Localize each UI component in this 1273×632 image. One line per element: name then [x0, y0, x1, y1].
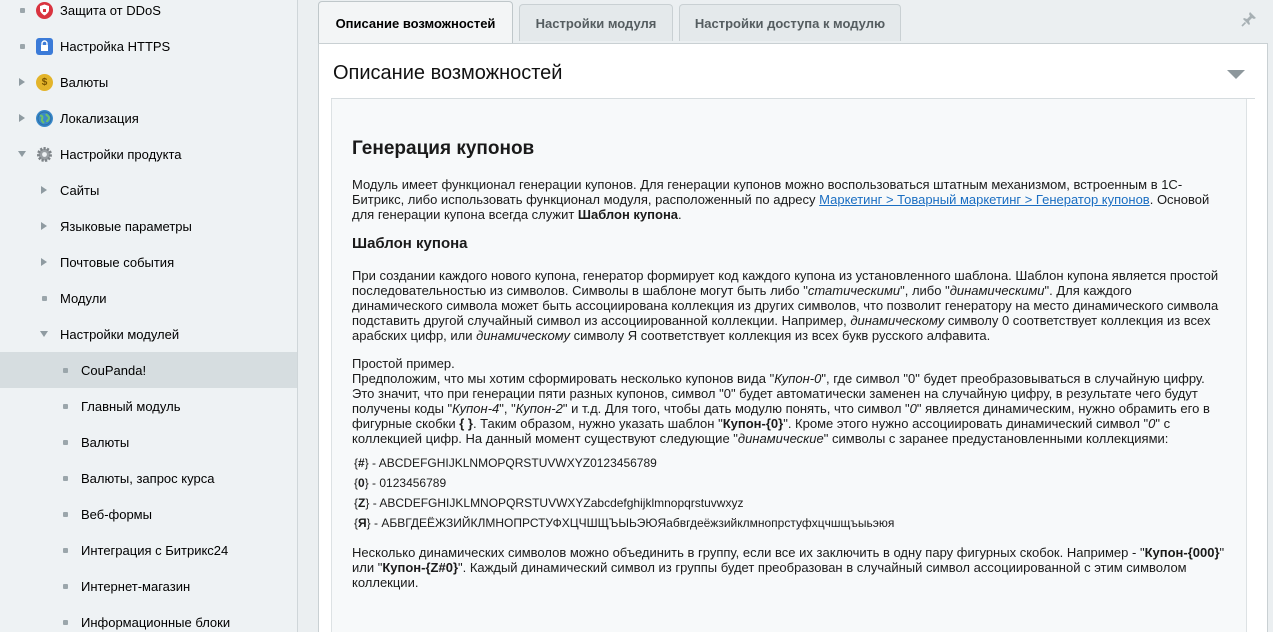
sidebar-item-modules[interactable] — [0, 280, 297, 316]
list-item: {0} - 0123456789 — [354, 476, 447, 490]
tab-label: Настройки доступа к модулю — [694, 15, 886, 31]
coin-icon: $ — [36, 74, 53, 91]
list-item: {Я} - АБВГДЕЁЖЗИЙКЛМНОПРСТУФХЦЧШЩЪЫЬЭЮЯабвгдеёжзийклмнопрстуфхцчшщъыьэюя — [354, 516, 895, 530]
bullet-icon — [59, 616, 71, 628]
sidebar-item-module-settings[interactable] — [0, 316, 297, 352]
chevron-down-icon — [38, 328, 50, 340]
chevron-down-icon — [16, 148, 28, 160]
description-content — [331, 99, 1247, 632]
chevron-right-icon — [38, 220, 50, 232]
sidebar-item-mail-events[interactable] — [0, 244, 297, 280]
sidebar-item-main-module[interactable] — [0, 388, 297, 424]
tab-label: Настройки модуля — [535, 15, 657, 31]
pin-icon[interactable] — [1241, 11, 1257, 27]
bullet-icon — [38, 292, 50, 304]
group-paragraph: Несколько динамических символов можно объединить в группу, если все их заключить в одну пару фигурных скобок. Например - "Купон-{000}" или "Купон-{Z#0}". Каждый динамический символ из группы будет преобразован в случайный символ ассоциированной с этим символом коллекции. — [352, 545, 1225, 590]
sidebar-item-label: Языковые параметры — [60, 218, 192, 234]
chevron-right-icon — [16, 112, 28, 124]
bullet-icon — [16, 4, 28, 16]
symbol-list — [354, 453, 1226, 533]
panel-title: Описание возможностей — [333, 62, 563, 84]
bullet-icon — [59, 544, 71, 556]
list-item: {Z} - ABCDEFGHIJKLMNOPQRSTUVWXYZabcdefghijklmnopqrstuvwxyz — [354, 496, 744, 510]
sidebar-item-label: Веб-формы — [81, 506, 152, 522]
content-panel — [318, 43, 1268, 632]
sidebar-item-label: Интеграция с Битрикс24 — [81, 542, 229, 558]
sidebar-item-currency-module[interactable] — [0, 424, 297, 460]
chevron-right-icon — [16, 76, 28, 88]
template-paragraph: При создании каждого нового купона, генератор формирует код каждого купона из установленного шаблона. Шаблон купона является простой последовательностью из символов. Символы в шаблоне могут быть либо "статическими", либо "динамическими". Для каждого динамического символа может быть ассоциирована коллекция из других символов, что позволит генератору на место динамического символа подставить другой случайный символ из ассоциированной коллекции. Например, динамическому символу 0 соответствует коллекция из всех арабских цифр, или динамическому символу Я соответствует коллекция из всех букв русского алфавита. — [352, 268, 1219, 343]
sidebar-item-product-settings[interactable] — [0, 136, 297, 172]
coupon-generator-link[interactable]: Маркетинг > Товарный маркетинг > Генератор купонов — [819, 192, 1150, 207]
sidebar-item-label: Модули — [60, 290, 107, 306]
tab-module-settings[interactable] — [519, 4, 673, 41]
sidebar-item-label: Главный модуль — [81, 398, 181, 414]
example-paragraph: Простой пример. Предположим, что мы хотим сформировать несколько купонов вида "Купон-0", где символ "0" будет преобразовываться в случайную цифру. Это значит, что при генерации пяти разных купонов, символ "0" будет автоматически заменен на случайную цифру, в результате чего будут получены коды "Купон-4", "Купон-2" и т.д. Для того, чтобы дать модулю понять, что символ "0" является динамическим, нужно обрамить его в фигурные скобки { }. Таким образом, нужно указать шаблон "Купон-{0}". Кроме этого нужно ассоциировать динамический символ "0" с коллекцией цифр. На данный момент существуют следующие "динамические" символы с заранее предустановленными коллекциями: — [352, 356, 1210, 446]
tab-label: Описание возможностей — [335, 15, 496, 31]
sidebar-item-coupanda[interactable] — [0, 352, 297, 388]
bullet-icon — [59, 436, 71, 448]
sidebar-item-label: Интернет-магазин — [81, 578, 191, 594]
intro-paragraph: Модуль имеет функционал генерации купонов. Для генерации купонов можно воспользоваться штатным механизмом, встроенным в 1С-Битрикс, либо использовать функционал модуля, расположенный по адресу Маркетинг > Товарный маркетинг > Генератор купонов. Основой для генерации купона всегда служит Шаблон купона. — [352, 177, 1210, 222]
sidebar-item-label: Настройка HTTPS — [60, 38, 171, 54]
subsection-heading: Шаблон купона — [352, 235, 468, 252]
sidebar-item-label: Почтовые события — [60, 254, 175, 270]
sidebar-item-label: Защита от DDoS — [60, 2, 161, 18]
bullet-icon — [59, 472, 71, 484]
tab-access-settings[interactable] — [679, 4, 901, 41]
sidebar-item-sites[interactable] — [0, 172, 297, 208]
shield-icon — [36, 2, 53, 19]
bullet-icon — [59, 580, 71, 592]
sidebar-item-eshop[interactable] — [0, 568, 297, 604]
list-item: {#} - ABCDEFGHIJKLNMOPQRSTUVWXYZ0123456789 — [354, 456, 657, 470]
sidebar-item-iblocks[interactable] — [0, 604, 297, 632]
tab-bar — [318, 0, 1273, 44]
sidebar-item-label: Настройки модулей — [60, 326, 180, 342]
tab-features[interactable] — [318, 1, 513, 44]
sidebar-item-web-forms[interactable] — [0, 496, 297, 532]
gear-icon — [36, 146, 53, 163]
sidebar-item-currencies[interactable] — [0, 64, 297, 100]
bullet-icon — [59, 400, 71, 412]
sidebar-item-https[interactable] — [0, 28, 297, 64]
globe-icon — [36, 110, 53, 127]
sidebar-item-localization[interactable] — [0, 100, 297, 136]
sidebar-item-language-params[interactable] — [0, 208, 297, 244]
sidebar-item-label: Локализация — [60, 110, 139, 126]
collapse-icon[interactable] — [1227, 70, 1245, 79]
sidebar-item-currency-rates[interactable] — [0, 460, 297, 496]
sidebar-item-ddos[interactable] — [0, 0, 297, 28]
sidebar-item-label: CouPanda! — [81, 362, 147, 378]
chevron-right-icon — [38, 184, 50, 196]
sidebar-item-label: Информационные блоки — [81, 614, 231, 630]
bullet-icon — [59, 364, 71, 376]
sidebar-item-bitrix24[interactable] — [0, 532, 297, 568]
section-heading: Генерация купонов — [352, 138, 535, 159]
sidebar-item-label: Валюты, запрос курса — [81, 470, 215, 486]
sidebar-item-label: Валюты — [60, 74, 109, 90]
sidebar-item-label: Сайты — [60, 182, 100, 198]
lock-icon — [36, 38, 53, 55]
chevron-right-icon — [38, 256, 50, 268]
sidebar — [0, 0, 298, 632]
bullet-icon — [59, 508, 71, 520]
sidebar-item-label: Валюты — [81, 434, 130, 450]
bullet-icon — [16, 40, 28, 52]
sidebar-item-label: Настройки продукта — [60, 146, 182, 162]
